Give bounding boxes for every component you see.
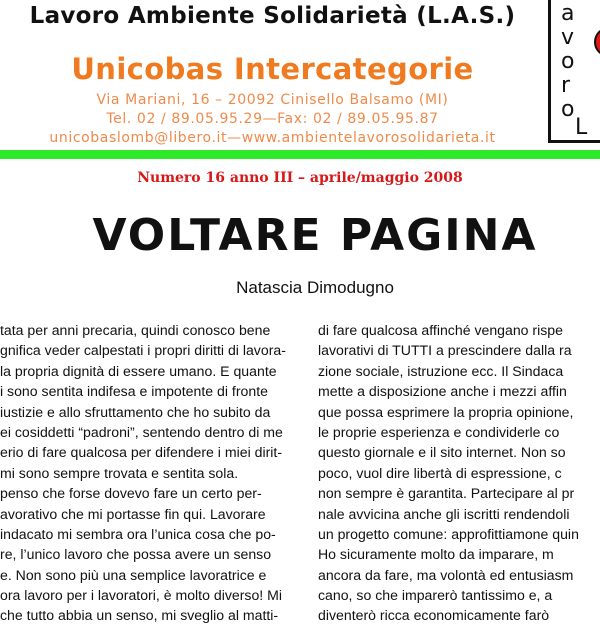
text-line: la propria dignità di essere umano. E quante — [0, 362, 277, 379]
text-line: iustizie e allo sfruttamento che ho subito da — [0, 403, 271, 420]
text-line: re, l’unico lavoro che possa avere un senso — [0, 546, 272, 563]
text-line: le proprie esperienza e condividerle co — [318, 423, 560, 440]
logo-letter: o — [561, 97, 575, 122]
text-line: gnifica veder calpestati i propri diritti di lavora- — [0, 342, 286, 359]
text-line: di fare qualcosa affinché vengano rispe — [318, 322, 563, 338]
text-line: avorativo che mi portasse fin qui. Lavorare — [0, 505, 266, 522]
union-name: Unicobas Intercategorie — [71, 52, 474, 86]
text-line: nale avvicina anche gli iscritti rendendoli — [318, 505, 570, 522]
text-line: non sempre è garantita. Partecipare al pr — [318, 485, 575, 502]
address: Via Mariani, 16 – 20092 Cinisello Balsamo (MI) — [96, 92, 449, 108]
org-name: Lavoro Ambiente Solidarietà (L.A.S.) — [29, 3, 516, 29]
phone-fax: Tel. 02 / 89.05.95.29—Fax: 02 / 89.05.95.87 — [106, 111, 439, 127]
text-line: un progetto comune: approfittiamone quin — [318, 525, 579, 542]
text-line: zione sociale, istruzione ecc. Il Sindaca — [318, 362, 564, 379]
logo-letter: o — [561, 49, 575, 74]
text-line: que possa esprimere la propria opinione, — [318, 403, 574, 420]
right-column — [318, 320, 600, 626]
logo-letter: r — [561, 73, 571, 98]
logo-letter-l: L — [575, 115, 588, 140]
text-line: ei cosiddetti “padroni”, sentendo dentro di me — [0, 423, 283, 440]
text-line: ora lavoro per i lavoratori, è molto diverso! Mi — [0, 587, 282, 604]
text-line: mi sono sempre trovata e sentita sola. — [0, 464, 239, 481]
las-logo — [548, 0, 600, 143]
text-line: lavorativi di TUTTI a prescindere dalla ra — [318, 342, 572, 359]
left-column — [0, 320, 308, 626]
text-line: tata per anni precaria, quindi conosco bene — [0, 322, 271, 338]
text-line: ancora da fare, ma volontà ed entusiasm — [318, 566, 574, 583]
logo-letter: a — [561, 1, 575, 26]
text-line: diventerò ricca economicamente farò — [318, 607, 550, 624]
text-line: Ho sicuramente molto da imparare, m — [318, 546, 554, 563]
email-web: unicobaslomb@libero.it—www.ambientelavorosolidarieta.it — [49, 130, 496, 146]
logo-letter: v — [561, 25, 575, 50]
article-title: VOLTARE PAGINA — [92, 210, 538, 261]
text-line: indacato mi sembra ora l’unica cosa che po- — [0, 525, 276, 542]
issue-line: Numero 16 anno III – aprile/maggio 2008 — [137, 170, 463, 186]
text-line: questo giornale e il sito internet. Non so — [318, 444, 566, 461]
article-author: Natascia Dimodugno — [236, 278, 394, 297]
text-line: che tutto abbia un senso, mi sveglio al matti- — [0, 607, 279, 624]
text-line: penso che forse dovevo fare un certo per- — [0, 485, 262, 502]
text-line: erio di fare qualcosa per difendere i miei dirit- — [0, 444, 283, 461]
green-divider — [0, 150, 600, 159]
text-line: e. Non sono più una semplice lavoratrice e — [0, 566, 267, 583]
text-line: cano, so che imparerò tantissimo e, a — [318, 587, 553, 604]
text-line: poco, vuol dire libertà di espressione, c — [318, 464, 562, 481]
text-line: i sono sentita indifesa e impotente di fronte — [0, 383, 268, 400]
text-line: mette a disposizione anche i mezzi affin — [318, 383, 567, 400]
